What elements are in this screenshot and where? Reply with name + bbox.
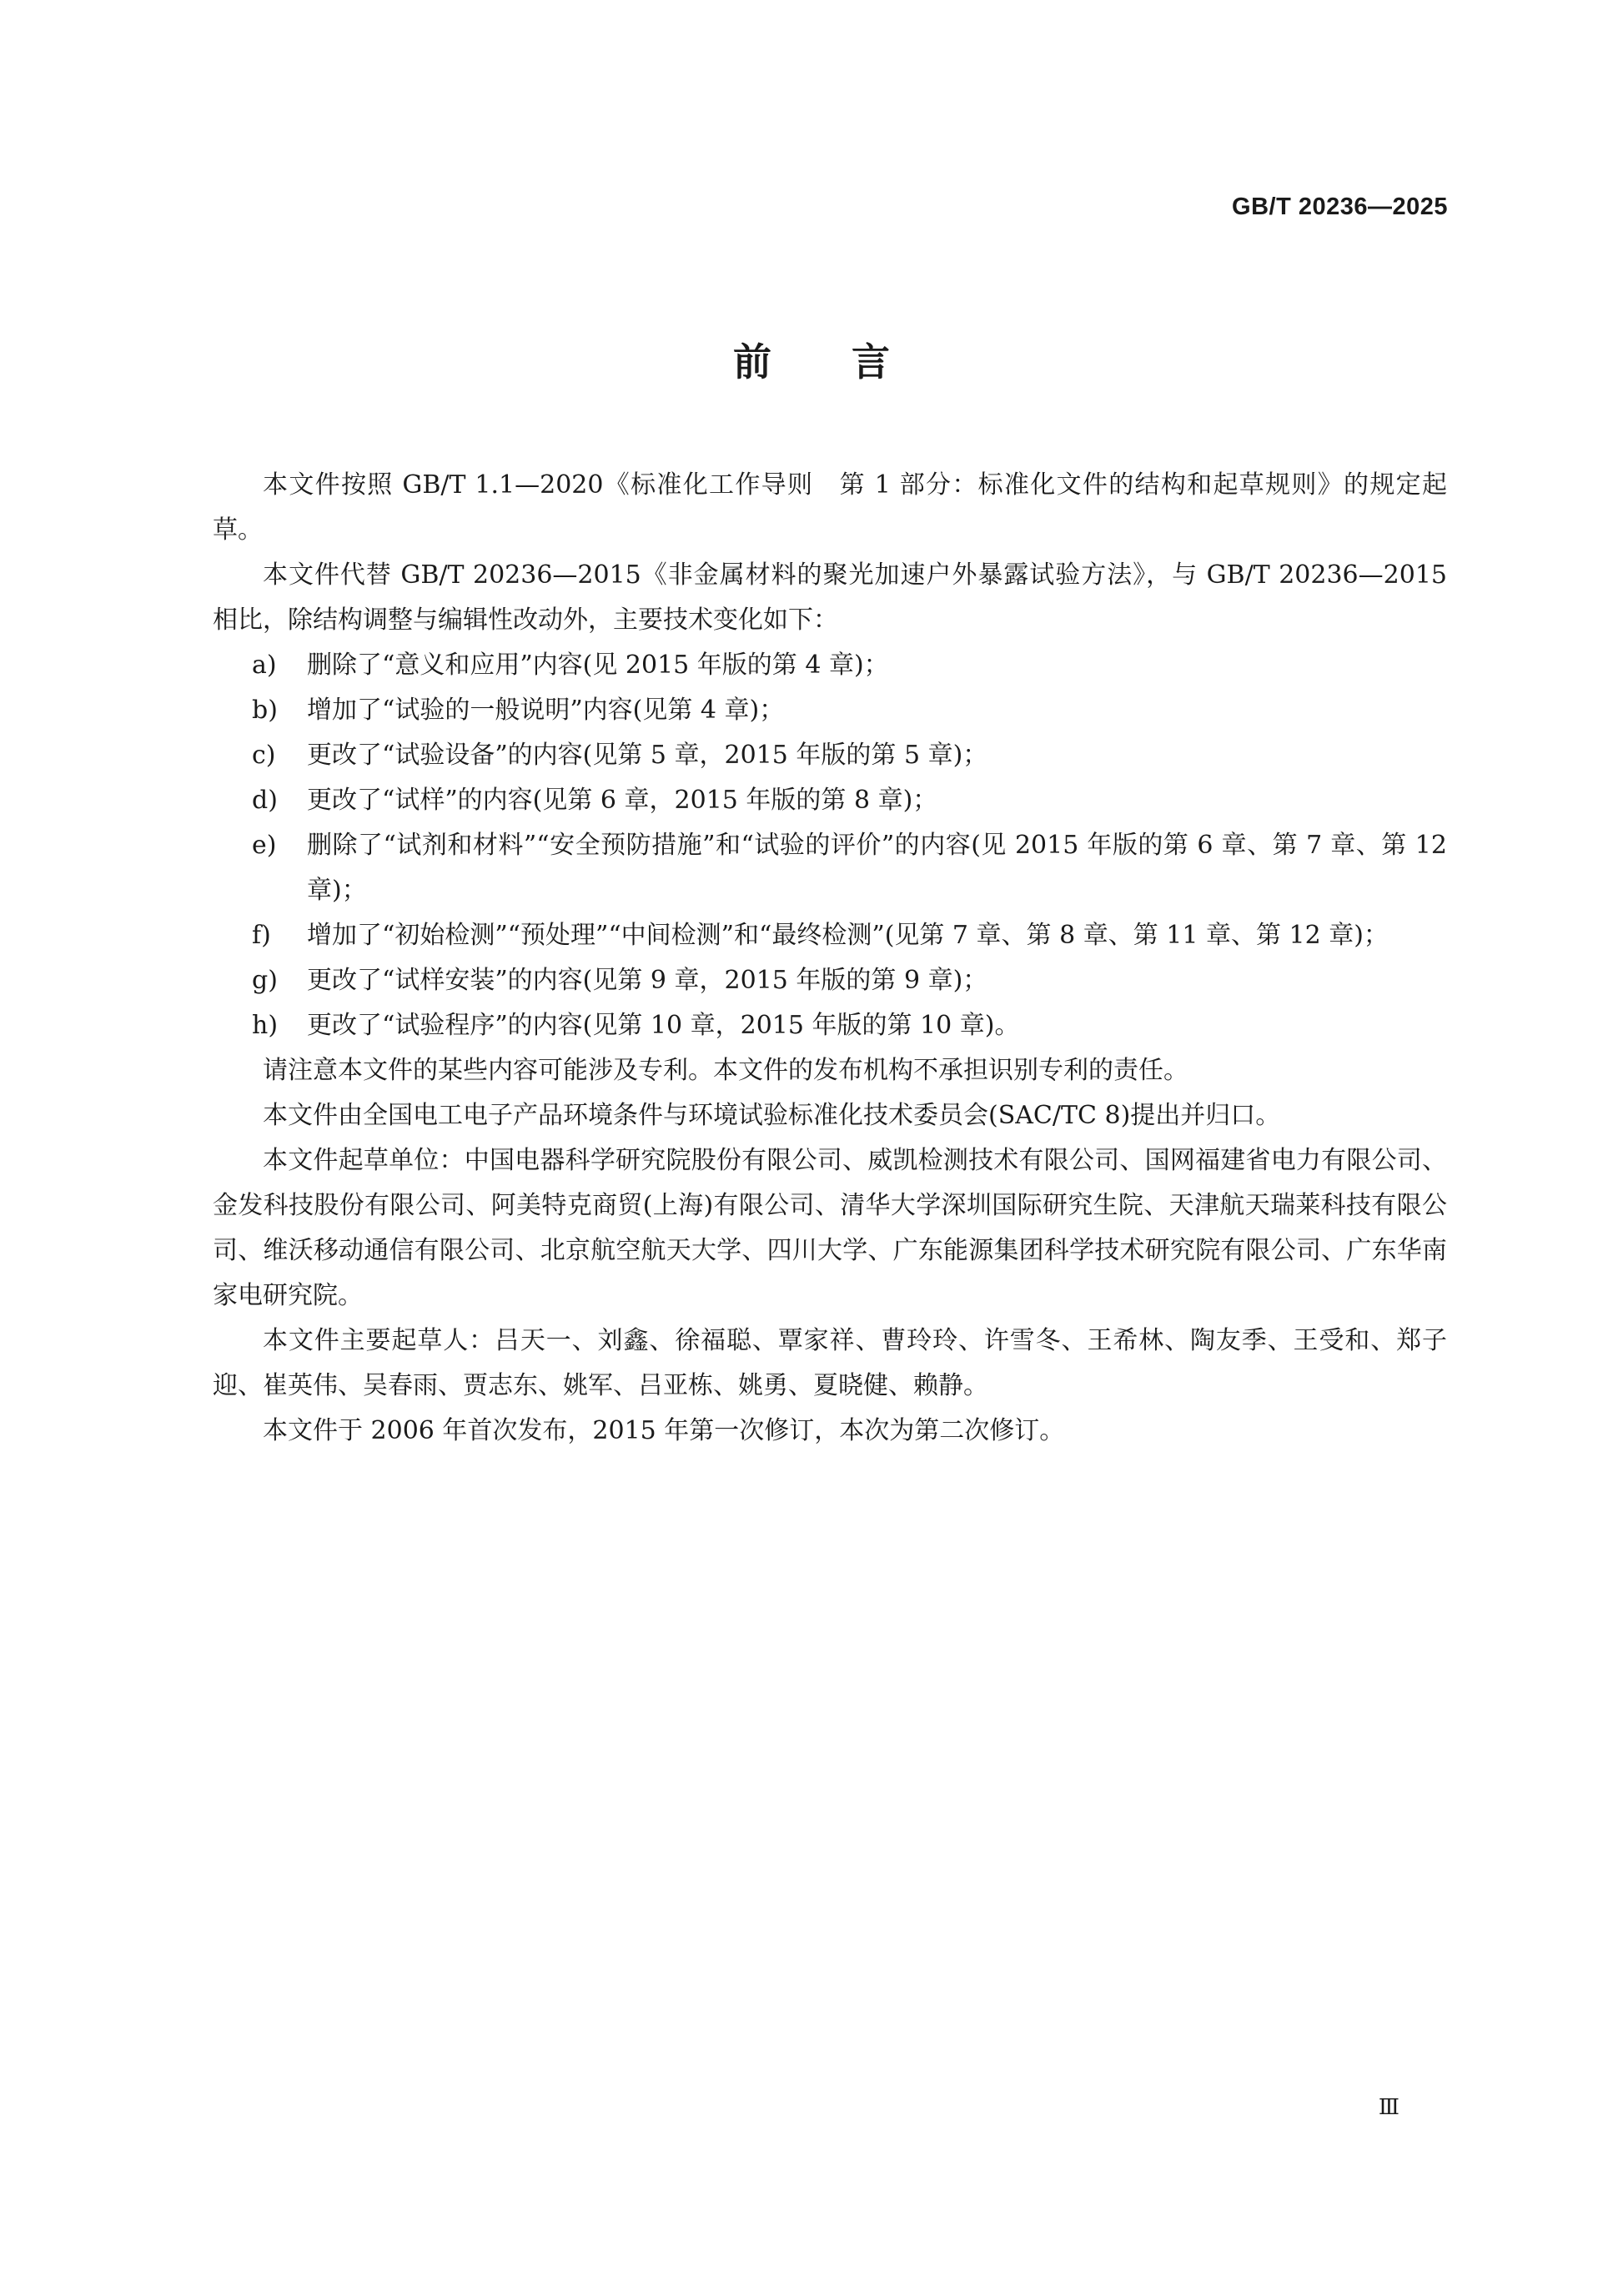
page-number: Ⅲ	[1378, 2095, 1399, 2120]
list-item-text: 增加了“试验的一般说明”内容(见第 4 章)；	[307, 696, 785, 725]
list-marker: a)	[252, 651, 277, 680]
paragraph-replaces: 本文件代替 GB/T 20236—2015《非金属材料的聚光加速户外暴露试验方法》，与 GB/T 20236—2015 相比，除结构调整与编辑性改动外，主要技术变化如下：	[213, 560, 1447, 635]
paragraph-drafters: 本文件主要起草人：吕天一、刘鑫、徐福聪、覃家祥、曹玲玲、许雪冬、王希林、陶友季、王受和、郑子迎、崔英伟、吴春雨、贾志东、姚军、吕亚栋、姚勇、夏晓健、赖静。	[213, 1326, 1447, 1400]
list-marker: g)	[252, 966, 278, 995]
paragraph-drafting-units: 本文件起草单位：中国电器科学研究院股份有限公司、威凯检测技术有限公司、国网福建省电力有限公司、金发科技股份有限公司、阿美特克商贸(上海)有限公司、清华大学深圳国际研究生院、天津航天瑞莱科技有限公司、维沃移动通信有限公司、北京航空航天大学、四川大学、广东能源集团科学技术研究院有限公司、广东华南家电研究院。	[213, 1146, 1447, 1310]
list-item	[213, 643, 1447, 688]
foreword-body	[213, 463, 1447, 1454]
list-item	[213, 913, 1447, 958]
list-item-text: 更改了“试验设备”的内容(见第 5 章，2015 年版的第 5 章)；	[307, 741, 988, 770]
list-marker: h)	[252, 1011, 279, 1040]
list-item-text: 删除了“试剂和材料”“安全预防措施”和“试验的评价”的内容(见 2015 年版的第 6 章、第 7 章、第 12 章)；	[307, 831, 1447, 905]
list-marker: c)	[252, 741, 276, 770]
paragraph-drafting-rules: 本文件按照 GB/T 1.1—2020《标准化工作导则 第 1 部分：标准化文件的结构和起草规则》的规定起草。	[213, 470, 1447, 545]
list-marker: b)	[252, 696, 278, 725]
list-item-text: 更改了“试样”的内容(见第 6 章，2015 年版的第 8 章)；	[307, 786, 938, 815]
list-marker: f)	[252, 921, 271, 950]
page-title: 前言	[733, 339, 970, 384]
list-item	[213, 958, 1447, 1003]
list-item	[213, 778, 1447, 823]
paragraph-patent-notice: 请注意本文件的某些内容可能涉及专利。本文件的发布机构不承担识别专利的责任。	[263, 1056, 1188, 1085]
list-item	[213, 733, 1447, 778]
list-item	[213, 1003, 1447, 1048]
standard-number: GB/T 20236—2025	[1232, 193, 1448, 220]
paragraph-history: 本文件于 2006 年首次发布，2015 年第一次修订，本次为第二次修订。	[263, 1416, 1065, 1445]
list-item-text: 更改了“试样安装”的内容(见第 9 章，2015 年版的第 9 章)；	[307, 966, 988, 995]
list-item-text: 更改了“试验程序”的内容(见第 10 章，2015 年版的第 10 章)。	[307, 1011, 1020, 1040]
changes-list	[213, 643, 1447, 1048]
list-item-text: 删除了“意义和应用”内容(见 2015 年版的第 4 章)；	[307, 651, 889, 680]
paragraph-proposed-by: 本文件由全国电工电子产品环境条件与环境试验标准化技术委员会(SAC/TC 8)提出并归口。	[263, 1101, 1281, 1130]
list-item	[213, 823, 1447, 913]
list-marker: e)	[252, 831, 277, 860]
list-item	[213, 688, 1447, 733]
list-item-text: 增加了“初始检测”“预处理”“中间检测”和“最终检测”(见第 7 章、第 8 章、第 11 章、第 12 章)；	[307, 921, 1389, 950]
list-marker: d)	[252, 786, 278, 815]
